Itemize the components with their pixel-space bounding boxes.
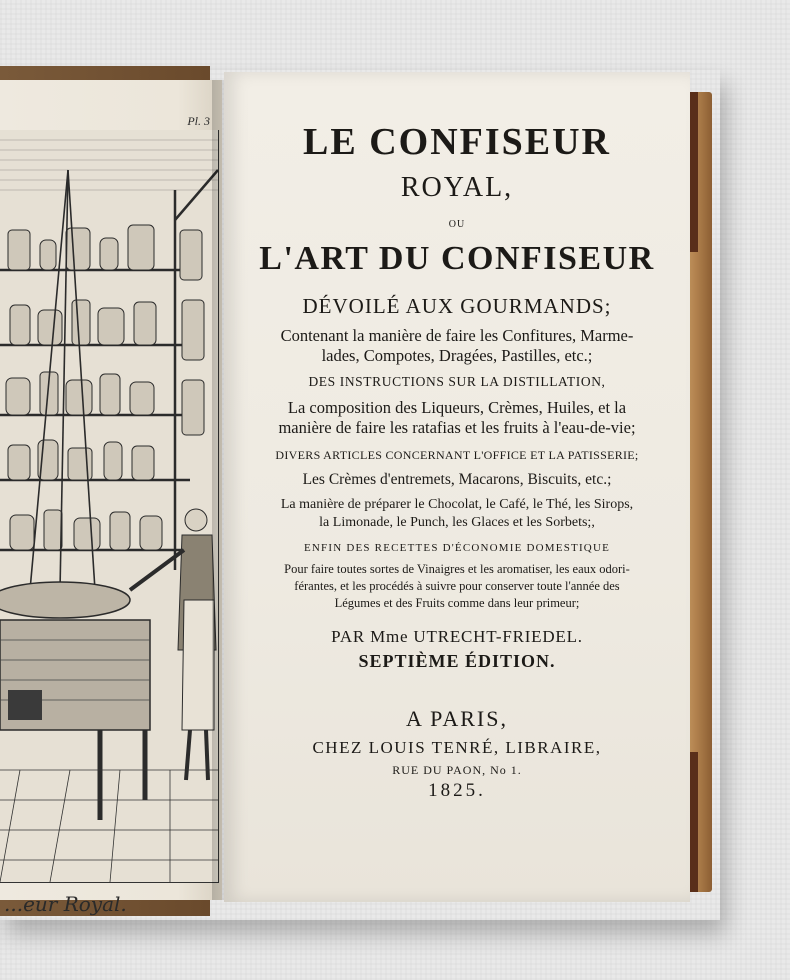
cremes-line: Les Crèmes d'entremets, Macarons, Biscuits, etc.; bbox=[302, 471, 612, 488]
author-line: PAR Mme UTRECHT-FRIEDEL. bbox=[331, 627, 583, 646]
title-line-1: LE CONFISEUR bbox=[303, 121, 611, 163]
title-conjunction: OU bbox=[448, 219, 466, 230]
vinaigres-line-3: Légumes et des Fruits comme dans leur primeur; bbox=[334, 596, 580, 610]
contents-line-1: Contenant la manière de faire les Confitures, Marme- bbox=[280, 326, 634, 345]
plate-number: Pl. 3 bbox=[187, 114, 210, 128]
imprint-publisher: CHEZ LOUIS TENRÉ, LIBRAIRE, bbox=[312, 738, 602, 757]
contents-line-2: lades, Compotes, Dragées, Pastilles, etc.; bbox=[321, 346, 593, 365]
chocolat-line-2: la Limonade, le Punch, les Glaces et les Sorbets;, bbox=[319, 515, 595, 530]
imprint-year: 1825. bbox=[428, 780, 486, 801]
chocolat-line-1: La manière de préparer le Chocolat, le Café, le Thé, les Sirops, bbox=[280, 497, 634, 512]
frontispiece-page bbox=[0, 80, 222, 916]
subtitle: DÉVOILÉ AUX GOURMANDS; bbox=[302, 294, 612, 318]
vinaigres-line-1: Pour faire toutes sortes de Vinaigres et les aromatiser, les eaux odori- bbox=[284, 562, 630, 576]
office-heading: DIVERS ARTICLES CONCERNANT L'OFFICE ET LA PATISSERIE; bbox=[275, 448, 639, 462]
composition-line-2: manière de faire les ratafias et les fruits à l'eau-de-vie; bbox=[278, 418, 636, 437]
composition-line-1: La composition des Liqueurs, Crèmes, Huiles, et la bbox=[287, 398, 627, 417]
edition-line: SEPTIÈME ÉDITION. bbox=[358, 651, 556, 671]
title-line-3: L'ART DU CONFISEUR bbox=[259, 240, 655, 277]
distillation-heading: DES INSTRUCTIONS SUR LA DISTILLATION, bbox=[308, 374, 606, 389]
vinaigres-line-2: férantes, et les procédés à suivre pour conserver toute l'année des bbox=[294, 579, 620, 593]
imprint-city: A PARIS, bbox=[405, 706, 508, 731]
title-line-2: ROYAL, bbox=[400, 172, 514, 203]
engraving-caption: ...eur Royal. bbox=[4, 892, 127, 916]
frontispiece-engraving bbox=[0, 130, 219, 883]
title-page bbox=[224, 72, 690, 902]
imprint-address: RUE DU PAON, No 1. bbox=[392, 763, 522, 777]
economie-heading: ENFIN DES RECETTES D'ÉCONOMIE DOMESTIQUE bbox=[303, 542, 611, 554]
